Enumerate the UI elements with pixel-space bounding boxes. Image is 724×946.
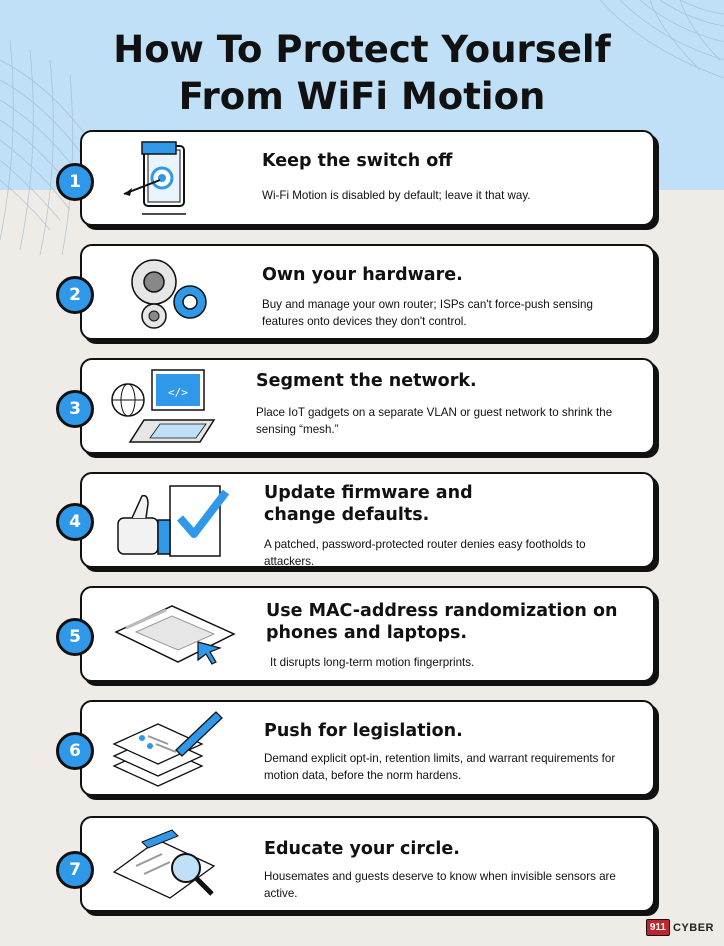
step-number-badge: 5 bbox=[56, 618, 94, 656]
step-number-badge: 3 bbox=[56, 390, 94, 428]
step-description: Demand explicit opt-in, retention limits, and warrant requirements for motion data, before the norm hardens. bbox=[264, 752, 616, 782]
step-description: A patched, password-protected router denies easy footholds to attackers. bbox=[264, 538, 586, 568]
step-description: Wi-Fi Motion is disabled by default; leave it that way. bbox=[262, 189, 531, 202]
target-arrow-illustration bbox=[102, 136, 252, 222]
step-card-1 bbox=[80, 130, 655, 226]
thumbs-up-check-illustration bbox=[102, 478, 252, 564]
step-number-badge: 7 bbox=[56, 851, 94, 889]
step-number-badge: 6 bbox=[56, 732, 94, 770]
step-title: Push for legislation. bbox=[264, 721, 463, 741]
title-line-2: From WiFi Motion bbox=[178, 75, 546, 118]
step-title: Update firmware and change defaults. bbox=[264, 483, 473, 525]
title-line-1: How To Protect Yourself bbox=[113, 28, 611, 71]
step-title: Segment the network. bbox=[256, 371, 477, 391]
step-description: Buy and manage your own router; ISPs can't force-push sensing features onto devices they don't control. bbox=[262, 298, 593, 328]
step-title: Educate your circle. bbox=[264, 839, 460, 859]
step-description: Housemates and guests deserve to know when invisible sensors are active. bbox=[264, 870, 616, 900]
step-description: Place IoT gadgets on a separate VLAN or guest network to shrink the sensing “mesh.” bbox=[256, 406, 613, 436]
step-title: Use MAC-address randomization on phones and laptops. bbox=[266, 601, 618, 643]
step-description: It disrupts long-term motion fingerprints. bbox=[270, 656, 475, 669]
browser-cursor-illustration bbox=[102, 592, 252, 678]
gears-illustration bbox=[102, 250, 252, 336]
svg-text:</>: </> bbox=[168, 386, 188, 399]
step-title: Keep the switch off bbox=[262, 151, 453, 171]
step-number-badge: 4 bbox=[56, 503, 94, 541]
magnifier-document-illustration bbox=[102, 822, 252, 908]
step-number-badge: 1 bbox=[56, 163, 94, 201]
step-card-2 bbox=[80, 244, 655, 340]
step-card-5 bbox=[80, 586, 655, 682]
step-title: Own your hardware. bbox=[262, 265, 463, 285]
step-number-badge: 2 bbox=[56, 276, 94, 314]
step-card-6 bbox=[80, 700, 655, 796]
page-title bbox=[0, 26, 724, 120]
step-card-3 bbox=[80, 358, 655, 454]
laptop-globe-illustration bbox=[102, 364, 252, 450]
brand-logo-text: CYBER bbox=[672, 921, 714, 934]
documents-pen-illustration bbox=[102, 706, 252, 792]
brand-logo bbox=[646, 919, 714, 936]
step-card-7 bbox=[80, 816, 655, 912]
step-card-4 bbox=[80, 472, 655, 568]
brand-logo-box: 911 bbox=[646, 919, 670, 936]
